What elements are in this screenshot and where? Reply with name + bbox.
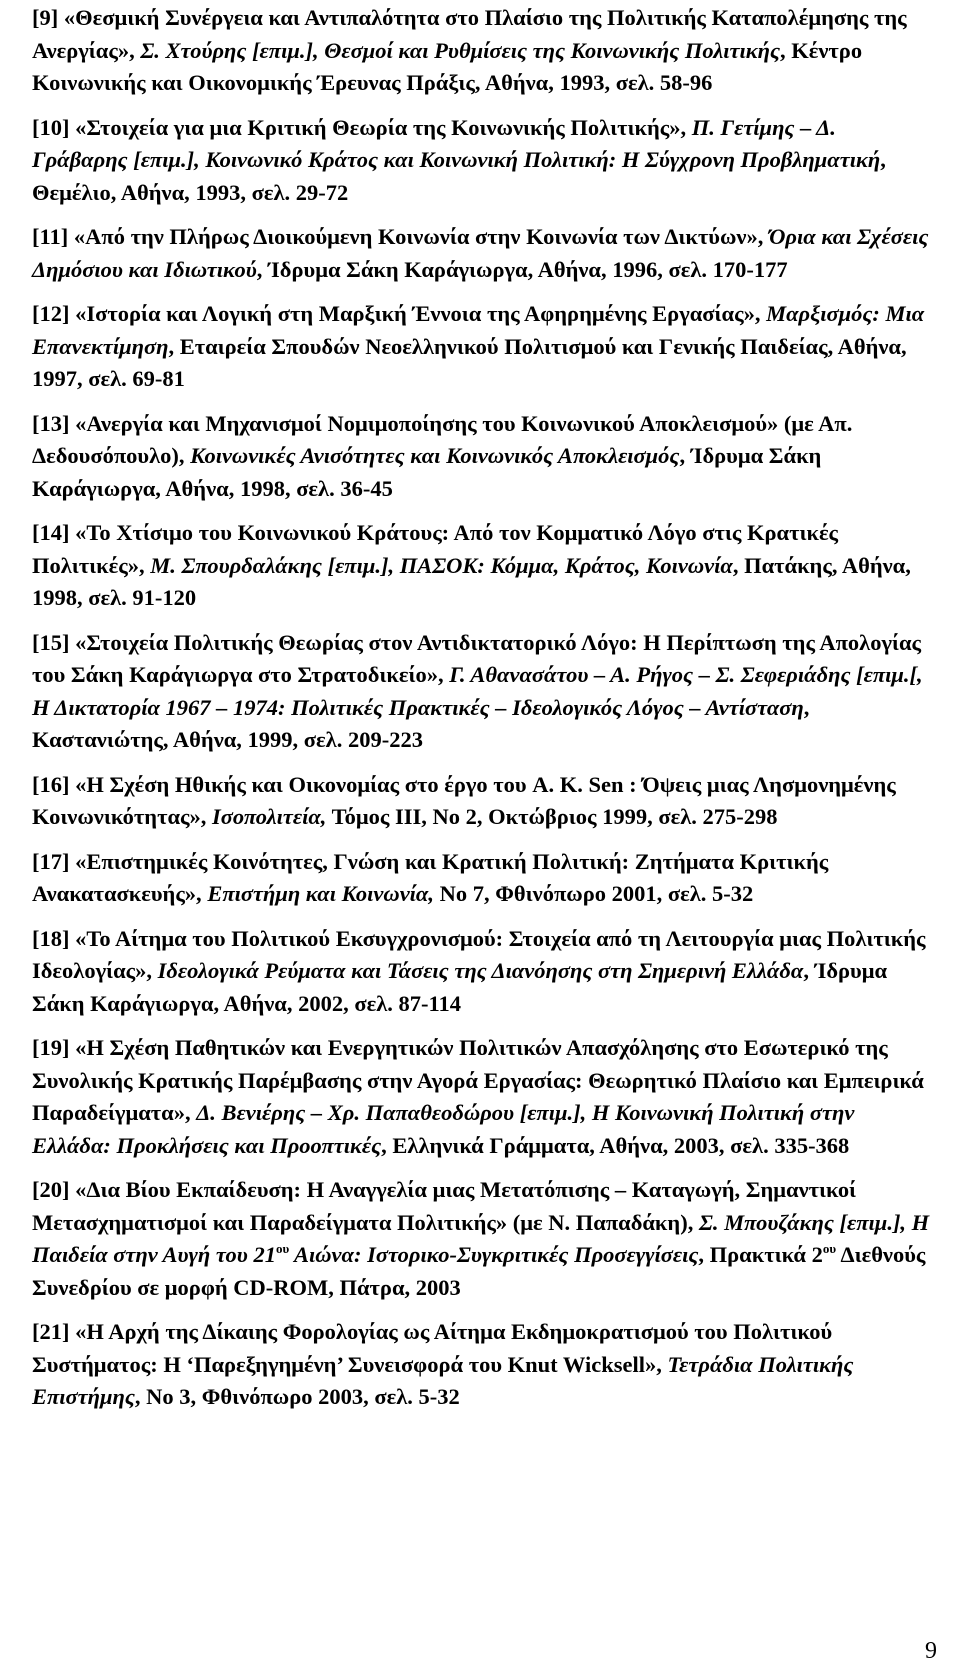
reference-text: , Ελληνικά Γράμματα, Αθήνα, 2003, σελ. 335-368 [381,1132,850,1158]
reference-entry-ref-19 [32,1032,937,1162]
reference-text: , Θεμέλιο, Αθήνα, 1993, σελ. 29-72 [32,147,886,205]
reference-entry-ref-9 [32,2,937,100]
reference-text: Νο 7, Φθινόπωρο 2001, σελ. 5-32 [434,881,754,906]
reference-text: [18] «Το Αίτημα του Πολιτικού Εκσυγχρονισμού: Στοιχεία από τη Λειτουργία μιας Πολιτικής Ιδεολογίας», [32,925,926,983]
reference-text: Διεθνούς Συνεδρίου σε μορφή CD-ROM, Πάτρα, 2003 [32,1242,926,1300]
reference-text: [21] «Η Αρχή της Δίκαιης Φορολογίας ως Αίτημα Εκδημοκρατισμού του Πολιτικού Συστήματος: Η ‘Παρεξηγημένη’ Συνεισφορά του Knut Wicksell», [32,1319,833,1377]
page-number: 9 [925,1638,937,1664]
reference-text: [11] «Από την Πλήρως Διοικούμενη Κοινωνία στην Κοινωνία των Δικτύων», [32,224,769,249]
reference-text: [15] «Στοιχεία Πολιτικής Θεωρίας στον Αντιδικτατορικό Λόγο: Η Περίπτωση της Απολογίας του Σάκη Καράγιωργα στο Στρατοδικείο», [32,629,922,687]
reference-italic-text: Τετράδια Πολιτικής Επιστήμης [32,1351,854,1409]
reference-text: [20] «Δια Βίου Εκπαίδευση: Η Αναγγελία μιας Μετατόπισης – Καταγωγή, Σημαντικοί Μετασχηματισμοί και Παραδείγματα Πολιτικής» (με Ν. Παπαδάκη), [32,1177,857,1235]
reference-italic-text: Γ. Αθανασάτου – Α. Ρήγος – Σ. Σεφεριάδης [επιμ.[, Η Δικτατορία 1967 – 1974: Πολιτικές Πρακτικές – Ιδεολογικός Λόγος – Αντίσταση [32,662,923,720]
reference-text: , Ίδρυμα Σάκη Καράγιωργα, Αθήνα, 2002, σελ. 87-114 [32,958,888,1016]
reference-italic-text: Επιστήμη και Κοινωνία, [207,881,435,906]
reference-entry-ref-13 [32,408,937,506]
reference-text: [19] «Η Σχέση Παθητικών και Ενεργητικών Πολιτικών Απασχόλησης στο Εσωτερικό της Συνολικής Κρατικής Παρέμβασης στην Αγορά Εργασίας: Θεωρητικό Πλαίσιο και Εμπειρικά Παραδείγματα», [32,1035,924,1125]
reference-entry-ref-21 [32,1316,937,1414]
document-page [32,2,937,1426]
reference-entry-ref-18 [32,923,937,1021]
reference-text: [12] «Ιστορία και Λογική στη Μαρξική Έννοια της Αφηρημένης Εργασίας», [32,301,767,326]
reference-text: , Καστανιώτης, Αθήνα, 1999, σελ. 209-223 [32,694,810,752]
reference-text: , Κέντρο Κοινωνικής και Οικονομικής Έρευνας Πράξις, Αθήνα, 1993, σελ. 58-96 [32,37,863,95]
reference-italic-text: Μ. Σπουρδαλάκης [επιμ.], ΠΑΣΟΚ: Κόμμα, Κράτος, Κοινωνία [150,552,733,578]
reference-text: , Ίδρυμα Σάκη Καράγιωργα, Αθήνα, 1998, σελ. 36-45 [32,443,822,501]
reference-italic-text: Σ. Μπουζάκης [επιμ.], Η Παιδεία στην Αυγή του 21 [32,1209,930,1267]
superscript: ου [275,1241,290,1256]
reference-entry-ref-11 [32,221,937,286]
reference-text: [13] «Ανεργία και Μηχανισμοί Νομιμοποίησης του Κοινωνικού Αποκλεισμού» (με Απ. Δεδουσόπουλο), [32,410,853,468]
reference-italic-text: Ιδεολογικά Ρεύματα και Τάσεις της Διανόησης στη Σημερινή Ελλάδα [157,958,804,983]
reference-italic-text: Αιώνα: Ιστορικο-Συγκριτικές Προσεγγίσεις [289,1242,699,1267]
reference-italic-text: Π. Γετίμης – Δ. Γράβαρης [επιμ.], Κοινωνικό Κράτος και Κοινωνική Πολιτική: Η Σύγχρονη Προβληματική [32,114,881,172]
reference-entry-ref-14 [32,517,937,615]
reference-text: [9] «Θεσμική Συνέργεια και Αντιπαλότητα στο Πλαίσιο της Πολιτικής Καταπολέμησης της Ανεργίας», [32,5,907,63]
reference-text: [16] «Η Σχέση Ηθικής και Οικονομίας στο έργο του A. K. Sen : Όψεις μιας Λησμονημένης Κοινωνικότητας», [32,771,896,829]
reference-italic-text: Δ. Βενιέρης – Χρ. Παπαθεοδώρου [επιμ.], Η Κοινωνική Πολιτική στην Ελλάδα: Προκλήσεις και Προοπτικές [32,1100,855,1158]
reference-text: [17] «Επιστημικές Κοινότητες, Γνώση και Κρατική Πολιτική: Ζητήματα Κριτικής Ανακατασκευής», [32,848,829,906]
reference-entry-ref-12 [32,298,937,396]
reference-entry-ref-17 [32,846,937,911]
reference-text: Τόμος ΙΙΙ, Νο 2, Οκτώβριος 1999, σελ. 275-298 [326,804,778,829]
reference-entry-ref-16 [32,769,937,834]
reference-text: , Πρακτικά 2 [698,1242,823,1267]
superscript: ου [822,1241,837,1256]
reference-italic-text: Όρια και Σχέσεις Δημόσιου και Ιδιωτικού [32,224,929,282]
reference-italic-text: Μαρξισμός: Μια Επανεκτίμηση [32,301,925,359]
reference-text: , Νο 3, Φθινόπωρο 2003, σελ. 5-32 [134,1384,460,1409]
reference-list [32,2,937,1414]
reference-text: , Εταιρεία Σπουδών Νεοελληνικού Πολιτισμού και Γενικής Παιδείας, Αθήνα, 1997, σελ. 69-81 [32,333,907,391]
reference-italic-text: Ισοπολιτεία, [212,804,327,829]
reference-text: , Ίδρυμα Σάκη Καράγιωργα, Αθήνα, 1996, σελ. 170-177 [256,256,788,282]
reference-italic-text: Σ. Χτούρης [επιμ.], Θεσμοί και Ρυθμίσεις της Κοινωνικής Πολιτικής [140,37,781,63]
reference-italic-text: Κοινωνικές Ανισότητες και Κοινωνικός Αποκλεισμός [190,443,680,468]
reference-text: [14] «Το Χτίσιμο του Κοινωνικού Κράτους: Από τον Κομματικό Λόγο στις Κρατικές Πολιτικές», [32,520,839,578]
reference-entry-ref-10 [32,112,937,210]
reference-entry-ref-15 [32,627,937,757]
reference-text: , Πατάκης, Αθήνα, 1998, σελ. 91-120 [32,552,911,610]
reference-entry-ref-20 [32,1174,937,1304]
reference-text: [10] «Στοιχεία για μια Κριτική Θεωρία της Κοινωνικής Πολιτικής», [32,114,692,140]
